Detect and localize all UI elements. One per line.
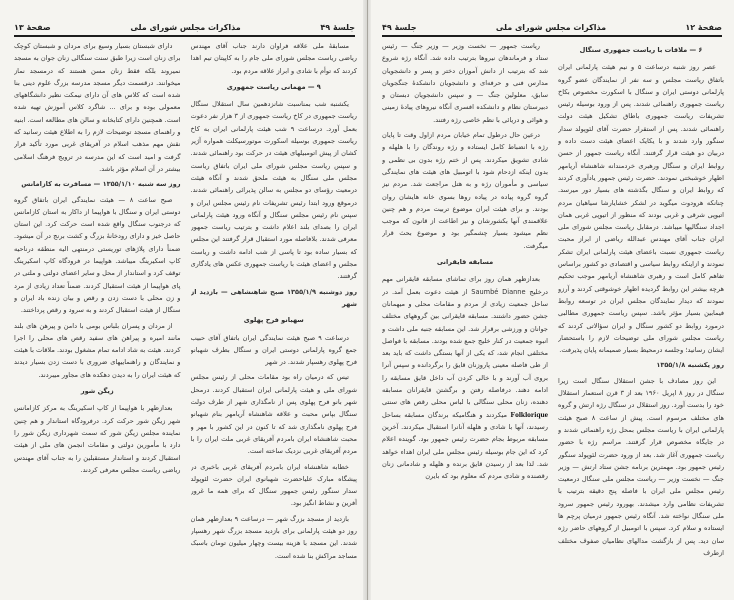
- paragraph: درساعت ۹ صبح هیئت نمایندگی ایران باتفاق آقای حبیب جمع گروه پارلمانی دوستی ایران و سنگال بطرف شهبانو فرح پهلوی رهسپار شدند. در شهر: [190, 333, 357, 367]
- right-page: [367, 0, 734, 600]
- paragraph: بعدازظهر همان روز برای تماشای مسابقه قایقرانی مهم درخلیج Saumbé Dianne از هیئت دعوت بعمل آمد. در ساحل جمعیت زیادی از مردم و مقامات محلی و میهمانان جشن حضور داشتند. مسابقه قایقرانی بین گروههای مختلف جوانان و ورزشی برقرار شد. این مسابقه جنبه ملی داشت و انبوه جمعیت در کنار خلیج جمع شده بودند. مسابقه با فواصل مختلفی انجام شد، که یکی از آنها بستگی داشت که باید بعد از طی فاصله معینی پاروزنان قایق را برگردانده و سپس آنرا بروی آب آورند و با خالی کردن آب داخل قایق مسابقه را ادامه دهند. درفاصله رفتن و برگشتن قایقرانان مسابقه دهنده، زنان محلی سنگالی با لباس محلی رقص های سنتی Folklorique میکردند و هنگامیکه برندگان مسابقه بساحل رسیدند، آنها با شادی و هلهله آنانرا استقبال میکردند. آخرین مسابقه مربوط بجام حضرت رئیس جمهور بود. گوینده اعلام کرد که این جام بوسیله رئیس مجلس ملی ایران اهداء خواهد شد. لذا بعد از رسیدن قایق برنده و هلهله و شادمانی زنان رقصنده و شادی مردم که معلوم بود که بایرن: [382, 275, 548, 481]
- section-heading: ۹ — مهمانی ریاست جمهوری: [226, 82, 321, 91]
- left-page-number: صفحهٔ ۱۳: [14, 23, 51, 32]
- paragraph: دارای شبستان بسیار وسیع برای مردان و شبستان کوچک برای زنان است زیرا طبق سنت سنگالی زنان جوان به مسجد نمیروند بلکه فقط زنان مسن هستند که درمسجد نماز میخوانند. درقسمت دیگر مسجد مدرسه بزرگ علوم دینی بنا شده است که کلاس های آن دارای نیمکت نظیر دانشگاههای معمولی بوده و برای ... شاگرد کلاس آموزش تهیه شده است. همچنین دارای کتابخانه و سالن های مطالعه است. ابنیه و راهنمای مسجد توضیحات لازم را به اطلاع هیئت رسانید که نقش مهم مذهب اسلام در آفریقای غربی مورد تأکید قرار گرفت و امید است که این مدرسه در ترویج فرهنگ اسلامی بیشتر در آن اسلام مؤثر باشد.: [14, 42, 181, 173]
- section-heading: مسابقه قایقرانی: [436, 258, 494, 267]
- latin-term: Folklorique: [510, 409, 548, 419]
- left-page-header: [14, 18, 355, 32]
- section-heading: زیگن شور: [80, 387, 114, 396]
- right-page-number: صفحهٔ ۱۲: [685, 23, 722, 32]
- right-page-columns: [382, 40, 724, 592]
- right-session-label: جلسهٔ ۴۹: [382, 23, 417, 32]
- date-line: روز دوشنبه ۱۳۵۵/۱/۹ صبح شاهنشاهی — بازدید از شهر: [190, 287, 357, 308]
- date-line: روز یکشنبه ۱۳۵۵/۱/۸: [656, 361, 724, 370]
- paragraph: بازدید از مسجد بزرگ شهر — درساعت ۹ بعدازظهر همان روز دو هیئت پارلمانی برای بازدید مسجد بزرگ شهر رهسپار شدند. این مسجد با هزینه بیست وچهار میلیون تومان باسبک مساجد مراکش بنا شده است.: [190, 514, 357, 560]
- section-heading: سهبانو فرح پهلوی: [243, 316, 304, 325]
- paragraph: عصر روز شنبه درساعت ۵ و نیم هیئت پارلمانی ایران باتفاق ریاست مجلس و سه نفر از نمایندگان عضو گروه پارلمانی دوستی ایران و سنگال با اسکورت مخصوص بکاخ ریاست جمهوری راهنمائی شدند. پس از ورود بوسیله رئیس تشریفات ریاست جمهوری باطاق تشکیل هیئت دولت راهنمائی شدند. پس از استقرار حضرت آقای لئوپولد سدار سنگور وارد شدند و با یکایک اعضای هیئت دست داده و دربیان دو هیئت قرار گرفتند. آنگاه ریاست جمهور از حسن روابط ایران و سنگال ورهبری خردمندانه شاهنشاه آریامهر اظهار خوشبختی نمودند. حضرت رئیس جمهور یادآوری کردند که روابط ایران و سنگال بگذشته های بسیار دور میرسد. چنانکه هرودوت میگوید در لشکر خشایارشا سیاهیان مردم اتیوپی شرقی و غربی بودند که منظور از اتیوپی غربی همان اجداد سنگالیها میباشد. درمقابل ریاست مجلس شورای ملی ایران جناب آقای مهندس عبدالله ریاضی از ابراز محبت ریاست جمهوری نسبت باعضای هیئت پارلمانی ایران تشکر نمودند و ازاینکه روابط سیاسی و اقتصادی دو کشور براساس تفاهم کامل است و رهبری شاهنشاه آریامهر موجب تحکیم هرچه بیشتر این روابط گردیده اظهار خوشوقتی کردند و آرزو نمودند که دیدار نمایندگان مجلس ایران در توسعه روابط فیمابین بسیار مؤثر باشد. سپس ریاست جمهوری مطالبی درمورد روابط دو کشور سنگال و ایران سؤالاتی کردند که ریاست مجلس شورای ملی توضیحات لازم را باستحضار ایشان رسانید؛ وجلسه درمحیط بسیار صمیمانه پایان پذیرفت.: [558, 63, 724, 355]
- paragraph: یکشنبه شب بمناسبت شانزدهمین سال استقلال سنگال ریاست جمهوری در کاخ ریاست جمهوری از ۳ هزار نفر دعوت بعمل آورد. درساعت ۹ شب هیئت پارلمانی ایران به کاخ ریاست جمهوری بوسیله اسکورت موتورسیکلت همواره آژیر کشان از پیش اتومبیلهای هیئت در حرکت بود راهنمائی شدند. و سپس ریاست مجلس شورای ملی ایران باتفاق ریاست مجلس ملی سنگال به هیئت ملحق شدند و آنگاه هیئت درمعیت رؤسای دو مجلس به سالن پذیرائی راهنمائی شدند. درموقع ورود ابتدا رئیس تشریفات نام رئیس مجلس ایران و سپس نام رئیس مجلس سنگال و آنگاه ورود هیئت پارلمانی ایران را بصدای بلند اعلام داشت و بترتیب ریاست جمهور معرفی شدند. بلافاصله مورد استقبال قرار گرفتند این مجلس که بسیار ساده بود تا پاسی از شب ادامه داشت و ریاست مجلس و اعضای هیئت با ریاست جمهوری عکس های یادگاری گرفتند.: [190, 100, 357, 281]
- date-line: روز سه شنبه ۱۳۵۵/۱/۱۰ — مسافرت به کازامانس: [21, 180, 181, 189]
- right-page-column-1: [558, 40, 724, 592]
- paragraph: درعین حال درطول تمام خیابان مردم ازاول وقت تا پایان رژه با انضباط کامل ایستاده و رژه روندگان را با هلهله و شادی تشویق میکردند. پس از ختم رژه بدون بی نظمی و بدون اینکه ازدحام شود با اتومبیل های هیئت های نمایندگی سیاسی و مأموران رژه و به هتل مراجعت شد. مردم نیز گروه گروه پیاده در پیاده روها بسوی خانه هایشان روان بودند. و برای هیئت ایران موضوع تربیت مردم و هم چنین علاقمندی آنها بکشورشان و نیز اطاعت از قانون که موجب نظم میشود بسیار چشمگیر بود و موضوع بحث قرار میگرفت.: [382, 131, 548, 250]
- paragraph: بعدازظهر با هواپیما از کاپ اسکیرینگ به مرکز کازامانس شهر زیگن شور حرکت کرد. درفرودگاه استاندار و هم چنین نماینده مجلس زیگن شور که سمت شهرداری زیگن شور را دارد با مأمورین دولتی و مقامات انجمن های ملی از هیئت استقبال کردند و استاندار مستقبلین را به جناب آقای مهندس ریاضی ریاست مجلس معرفی کردند.: [14, 404, 181, 474]
- header-rule: [14, 35, 355, 37]
- right-running-title: مذاکرات مجلس شورای ملی: [495, 23, 607, 32]
- binding-gutter: [363, 0, 371, 600]
- paragraph: مسابقهٔ ملی علاقه فراوان دارند جناب آقای مهندس ریاضی ریاست مجلس شورای ملی جام را به کاپیتان تیم اهدا کردند که توأم با شادی و ابراز علاقه مردم بود.: [190, 42, 357, 75]
- header-rule: [382, 35, 722, 37]
- left-running-title: مذاکرات مجلس شورای ملی: [130, 23, 241, 32]
- paragraph: تیس که درمیان راه بود مقامات محلی از رئیس مجلس شورای ملی و هیئت پارلمانی ایران استقبال کردند. درمحل شهر بانو فرح پهلوی پس از نامگذاری شهر از طرف دولت سنگال بپاس محبت و علاقه شاهنشاه آریامهر بنام شهبانو فرح پهلوی نامگذاری شد که تا کنون در این کشور با مهر و محبت شاهنشاه ایران بامردم آفریقای غربی ملت ایران را با مردم آفریقای غربی نزدیک ساخته است.: [190, 373, 357, 456]
- paragraph: خطابه شاهنشاه ایران بامردم آفریقای غربی باخبری در پیشگاه مبارک علیاحضرت شهبانوی ایران حضرت لئوپولد سدار سنگور رئیس جمهور سنگال که برای همه ما غرور آفرین و نشاط انگیز بود.: [190, 462, 357, 508]
- left-session-label: جلسهٔ ۴۹: [320, 23, 355, 32]
- paragraph: از مردان و پسران بلباس بومی با دامن و پیرهن های بلند مانند امیره و پیراهن های سفید رقص های محلی را اجرا کردند. هیئت به شاد ادامه تمام مشغول بودند. ملاقات با هیئت و نمایندگان و راهنماییهای ضروری با دست زدن بسیار دیدند که هیئت ایران را به دیدن دهکده های مجاور میبردند.: [14, 321, 181, 379]
- left-page-column-2: [14, 40, 181, 592]
- section-heading: ۶ — ملاقات با ریاست جمهوری سنگال: [579, 46, 703, 54]
- right-page-header: [382, 18, 722, 32]
- paragraph: این روز مصادف با جشن استقلال سنگال است زیرا سنگال در روز ۸ اپریل ۱۹۶۰ بعد از ۳ قرن استعمار استقلال خود را بدست آورد. روز استقلال در سنگال رژه ارتش و گروه های مختلف مرسوم است. پیش از ساعت ۸ صبح هیئت پارلمانی ایران با ریاست مجلس بمحل رژه راهنمائی شدند و در جایگاه مخصوص قرار گرفتند. مراسم رژه با حضور ریاست جمهوری آغاز شد. بعد از ورود حضرت لئوپولد سنگور رئیس جمهور بود. مهمترین برنامه جشن ستاد ارتش — وزیر جنگ — نخست وزیر — ریاست مجلس ملی سنگال درمعیت رئیس مجلس ملی ایران با فاصله پنج دقیقه بترتیب با تشریفات نظامی وارد میشدند. بهورود رئیس جمهور سرود ملی سنگال نواخته شد. آنگاه رئیس جمهور درمیان پرچم ها ایستاده و سلام کرد. سپس با اتومبیل از گروههای حاضر رژه سان دید. پس از بازگشت مدالهای نظامیان صفوف مختلف ازطرف: [558, 376, 724, 557]
- left-page-columns: [14, 40, 357, 592]
- paragraph: صبح ساعت ۸ — هیئت نمایندگی ایران باتفاق گروه دوستی ایران و سنگال با هواپیما از داکار به استان کازامانس که درجنوب سنگال واقع شده است حرکت کرد. این استان حاصل خیز و دارای رودخانهٔ بزرگ و کشت برنج در آن میشود. ضمناً دارای پلاژهای توریستی درمنتهی الیه منطقه درناحیه کاپ اسکیرینگ میباشد. هواپیما در فرودگاه کاپ اسکیرینگ توقف کرد و استاندار از محل و سایر اعضای دولتی و ملتی در پای هواپیما از هیئت استقبال کردند. ضمناً تعداد زیادی از مرد و زن محلی با دست زدن و رقص و بیان زنده باد ایران و سنگال از هیئت استقبال کردند و به سرود و رقص پرداختند.: [14, 195, 181, 315]
- right-page-column-2: [382, 40, 548, 592]
- paragraph: ریاست جمهور — نخست وزیر — وزیر جنگ — رئیس ستاد و فرماندهان نیروها بترتیب داده شد. آنگاه رژه شروع شد که بترتیب از دانش آموزان دختر و پسر و دانشجویان مدارس فنی و حرفه‌ای و دانشجویان دانشکدهٔ جنگجویان سابق، معلولین جنگ — و سپس دانشجویان دبستان و دبیرستان نظام و دانشکده افسری آنگاه نیروهای پیادهٔ زمینی و هوائی و دریائی با نظم خاصی رژه رفتند.: [382, 42, 548, 124]
- left-page-column-1: [191, 40, 358, 592]
